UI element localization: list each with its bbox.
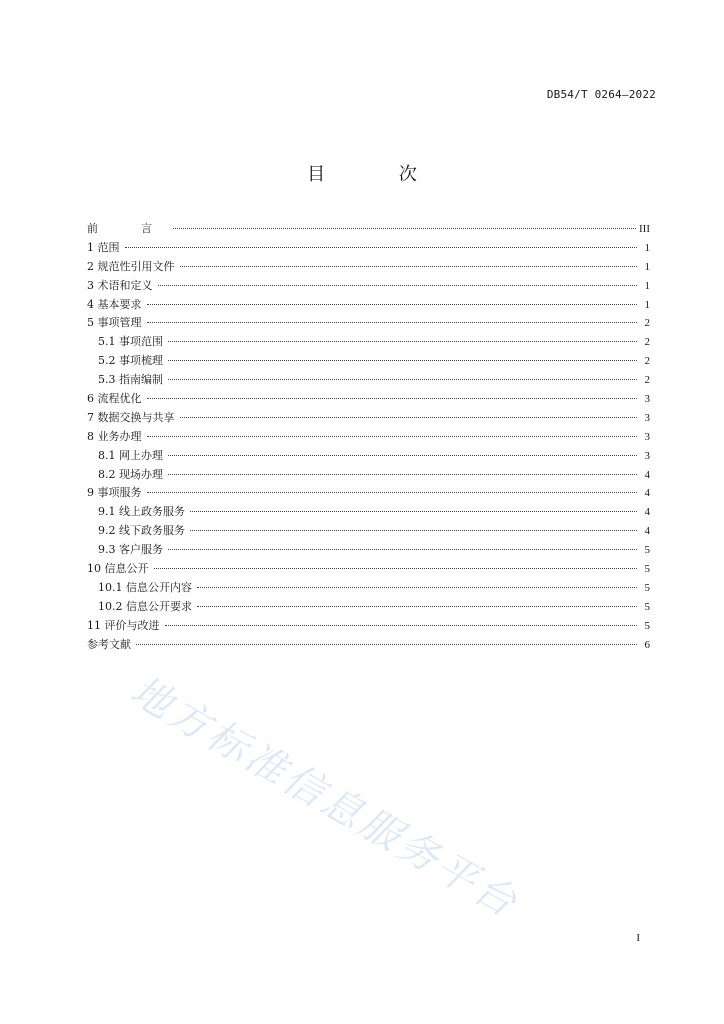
toc-dot-leader (190, 510, 637, 512)
toc-dot-leader (165, 624, 638, 626)
toc-entry-label: 10.2 信息公开要求 (98, 598, 194, 617)
toc-dot-leader (147, 303, 638, 305)
toc-entry-label: 8.2 现场办理 (98, 466, 165, 485)
toc-entry[interactable] (87, 636, 650, 655)
toc-entry-page: 2 (644, 355, 650, 368)
toc-entry-label: 7 数据交换与共享 (87, 409, 177, 428)
toc-entry-label: 6 流程优化 (87, 390, 144, 409)
toc-entry-page: 2 (644, 336, 650, 349)
toc-dot-leader (147, 435, 638, 437)
toc-entry[interactable] (87, 333, 650, 352)
toc-entry-label: 前 言 (87, 220, 170, 239)
toc-dot-leader (168, 548, 637, 550)
toc-entry[interactable] (87, 617, 650, 636)
toc-entry-page: 4 (644, 487, 650, 500)
toc-dot-leader (147, 397, 638, 399)
toc-entry-page: 3 (644, 393, 650, 406)
toc-entry-label: 9 事项服务 (87, 484, 144, 503)
toc-entry[interactable] (87, 503, 650, 522)
toc-entry-label: 4 基本要求 (87, 296, 144, 315)
toc-entry[interactable] (87, 239, 650, 258)
toc-entry-page: 4 (644, 506, 650, 519)
toc-entry[interactable] (87, 466, 650, 485)
toc-entry-page: 1 (644, 279, 650, 292)
toc-entry[interactable] (87, 258, 650, 277)
toc-entry[interactable] (87, 560, 650, 579)
document-code: DB54/T 0264—2022 (546, 88, 656, 101)
toc-entry-page: 5 (644, 563, 650, 576)
toc-entry-page: 3 (644, 411, 650, 424)
toc-entry-label: 5 事项管理 (87, 314, 144, 333)
toc-dot-leader (168, 454, 637, 456)
toc-dot-leader (190, 529, 637, 531)
table-of-contents (87, 220, 650, 654)
toc-entry-page: 4 (644, 525, 650, 538)
toc-dot-leader (125, 246, 638, 248)
toc-entry-page: 6 (644, 638, 650, 651)
toc-dot-leader (180, 265, 638, 267)
toc-entry-label: 3 术语和定义 (87, 277, 155, 296)
toc-entry-label: 9.1 线上政务服务 (98, 503, 187, 522)
toc-entry-page: 5 (644, 581, 650, 594)
toc-entry-page: 2 (644, 317, 650, 330)
toc-entry[interactable] (87, 447, 650, 466)
toc-entry-page: 5 (644, 600, 650, 613)
toc-dot-leader (168, 473, 637, 475)
watermark: 地方标准信息服务平台 (122, 667, 527, 928)
toc-entry-page: 3 (644, 449, 650, 462)
toc-entry-page: 5 (644, 619, 650, 632)
toc-entry[interactable] (87, 522, 650, 541)
toc-entry-label: 10 信息公开 (87, 560, 151, 579)
toc-entry-page: III (639, 223, 650, 235)
toc-dot-leader (173, 227, 636, 229)
toc-entry[interactable] (87, 371, 650, 390)
toc-entry-label: 参考文献 (87, 636, 133, 655)
toc-entry[interactable] (87, 220, 650, 239)
toc-entry[interactable] (87, 484, 650, 503)
toc-entry-label: 1 范围 (87, 239, 122, 258)
toc-entry[interactable] (87, 390, 650, 409)
toc-dot-leader (168, 359, 637, 361)
toc-entry-label: 5.3 指南编制 (98, 371, 165, 390)
toc-dot-leader (168, 378, 637, 380)
toc-dot-leader (197, 586, 637, 588)
toc-entry-page: 1 (644, 241, 650, 254)
toc-entry[interactable] (87, 428, 650, 447)
toc-entry-label: 8 业务办理 (87, 428, 144, 447)
toc-dot-leader (158, 284, 638, 286)
toc-entry-page: 3 (644, 430, 650, 443)
toc-entry-page: 4 (644, 468, 650, 481)
toc-entry-label: 2 规范性引用文件 (87, 258, 177, 277)
toc-dot-leader (147, 321, 638, 323)
toc-entry[interactable] (87, 296, 650, 315)
page-title: 目 次 (307, 164, 451, 185)
toc-entry-label: 9.2 线下政务服务 (98, 522, 187, 541)
toc-entry-page: 1 (644, 260, 650, 273)
toc-entry-page: 1 (644, 298, 650, 311)
toc-entry-label: 10.1 信息公开内容 (98, 579, 194, 598)
toc-dot-leader (168, 340, 637, 342)
toc-entry-page: 2 (644, 374, 650, 387)
toc-entry-label: 11 评价与改进 (87, 617, 162, 636)
toc-dot-leader (197, 605, 637, 607)
toc-entry-label: 5.1 事项范围 (98, 333, 165, 352)
toc-entry-label: 5.2 事项梳理 (98, 352, 165, 371)
toc-entry[interactable] (87, 541, 650, 560)
toc-dot-leader (136, 643, 637, 645)
toc-entry-label: 9.3 客户服务 (98, 541, 165, 560)
toc-entry[interactable] (87, 277, 650, 296)
toc-entry[interactable] (87, 352, 650, 371)
toc-entry[interactable] (87, 409, 650, 428)
toc-entry[interactable] (87, 598, 650, 617)
toc-dot-leader (180, 416, 638, 418)
toc-dot-leader (154, 567, 638, 569)
toc-entry[interactable] (87, 579, 650, 598)
toc-entry-page: 5 (644, 544, 650, 557)
toc-entry[interactable] (87, 314, 650, 333)
toc-entry-label: 8.1 网上办理 (98, 447, 165, 466)
toc-dot-leader (147, 491, 638, 493)
page-number: I (636, 932, 640, 944)
